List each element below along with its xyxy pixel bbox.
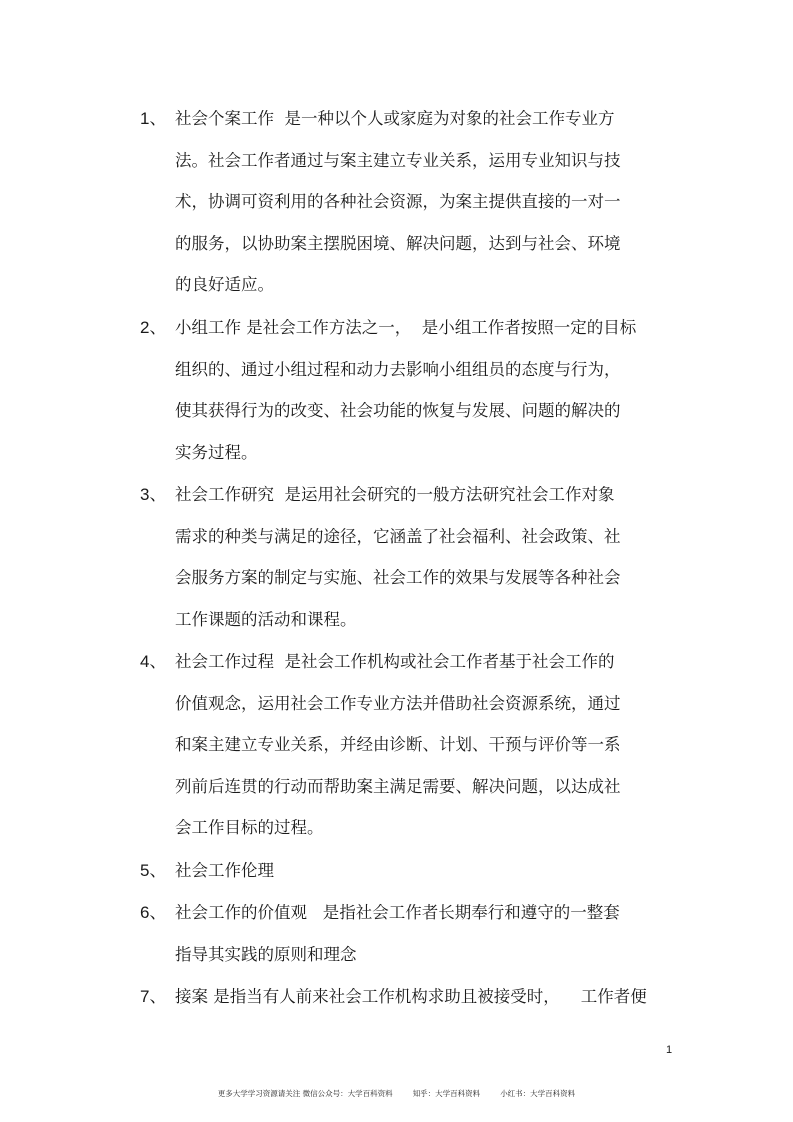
item-number: 5、 <box>140 861 167 880</box>
definition-item-3 <box>140 474 700 640</box>
item-line: 法。社会工作者通过与案主建立专业关系，运用专业知识与技 <box>175 150 621 170</box>
definition-item-5 <box>140 850 700 892</box>
page-number: 1 <box>666 1044 673 1056</box>
definition-item-4 <box>140 641 700 849</box>
definition-item-1 <box>140 98 700 306</box>
item-number: 6、 <box>140 903 167 922</box>
item-line: 社会工作过程 是社会工作机构或社会工作者基于社会工作的 <box>175 652 615 671</box>
item-number: 4、 <box>140 652 167 671</box>
footer-zhihu: 知乎：大学百科资料 <box>412 1089 481 1098</box>
definition-item-6 <box>140 892 700 975</box>
item-line: 社会工作研究 是运用社会研究的一般方法研究社会工作对象 <box>175 485 615 504</box>
item-line: 列前后连贯的行动而帮助案主满足需要、解决问题，以达成社 <box>175 776 621 796</box>
item-line: 的良好适应。 <box>175 275 274 294</box>
item-line: 术，协调可资利用的各种社会资源，为案主提供直接的一对一 <box>175 192 621 211</box>
definition-item-2 <box>140 307 700 473</box>
item-number: 7、 <box>140 987 167 1006</box>
item-line: 接案 是指当有人前来社会工作机构求助且被接受时， 工作者便 <box>175 987 647 1006</box>
item-number: 1、 <box>140 109 167 128</box>
item-line: 和案主建立专业关系，并经由诊断、计划、干预与评价等一系 <box>175 735 621 754</box>
item-line: 社会工作的价值观 是指社会工作者长期奉行和遵守的一整套 <box>175 903 620 922</box>
item-line: 会工作目标的过程。 <box>175 818 324 837</box>
item-line: 需求的种类与满足的途径，它涵盖了社会福利、社会政策、社 <box>175 526 621 546</box>
item-line: 指导其实践的原则和理念 <box>175 944 357 964</box>
item-line: 的服务，以协助案主摆脱困境、解决问题，达到与社会、环境 <box>175 233 621 253</box>
item-line: 会服务方案的制定与实施、社会工作的效果与发展等各种社会 <box>175 568 621 587</box>
definition-item-7 <box>140 976 700 1018</box>
item-number: 2、 <box>140 318 167 337</box>
item-line: 组织的、通过小组过程和动力去影响小组组员的态度与行为， <box>175 359 621 379</box>
item-line: 小组工作 是社会工作方法之一， 是小组工作者按照一定的目标 <box>175 318 637 337</box>
item-line: 使其获得行为的改变、社会功能的恢复与发展、问题的解决的 <box>175 401 621 420</box>
item-line: 价值观念，运用社会工作专业方法并借助社会资源系统，通过 <box>175 693 621 713</box>
item-line: 社会工作伦理 <box>175 861 274 880</box>
footer <box>0 1088 793 1099</box>
item-line: 实务过程。 <box>175 442 258 462</box>
footer-xiaohongshu: 小红书：大学百科资料 <box>500 1089 576 1098</box>
footer-wechat: 更多大学学习资源请关注 微信公众号：大学百科资料 <box>217 1089 393 1098</box>
item-number: 3、 <box>140 485 167 504</box>
item-line: 工作课题的活动和课程。 <box>175 609 357 629</box>
item-line: 社会个案工作 是一种以个人或家庭为对象的社会工作专业方 <box>175 109 615 128</box>
